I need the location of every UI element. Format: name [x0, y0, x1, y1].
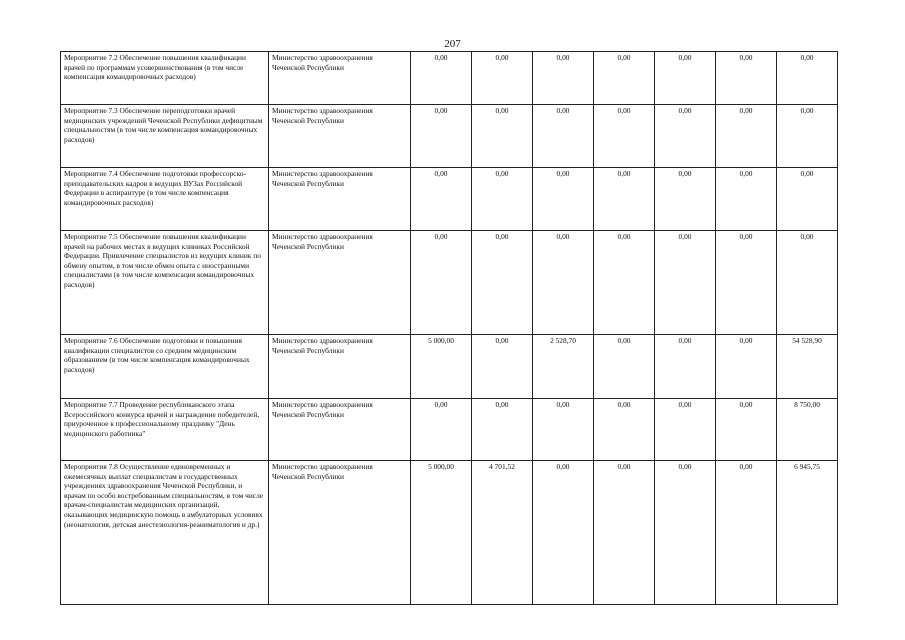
value-cell: 0,00	[594, 231, 655, 335]
executor-cell: Министерство здравоохранения Чеченской Республики	[269, 52, 411, 105]
table-row	[61, 105, 838, 168]
value-cell: 0,00	[655, 335, 716, 399]
value-cell: 0,00	[533, 105, 594, 168]
table-row	[61, 231, 838, 335]
activity-cell: Мероприятие 7.5 Обеспечение повышения квалификации врачей на рабочих местах в ведущих клиниках Российской Федерации. Привлечение специалистов из ведущих клиник по обмену опытом, в том числе обмен опыта с иностранными специалистами (в том числе компенсация командировочных расходов)	[61, 231, 269, 335]
value-cell: 0,00	[411, 399, 472, 461]
activity-cell: Мероприятие 7.6 Обеспечение подготовки и повышения квалификации специалистов со средним медицинским образованием (в том числе компенсация командировочных расходов)	[61, 335, 269, 399]
value-cell: 0,00	[472, 52, 533, 105]
value-cell: 0,00	[533, 399, 594, 461]
table-row	[61, 399, 838, 461]
value-cell: 0,00	[777, 52, 838, 105]
value-cell: 0,00	[655, 231, 716, 335]
value-cell: 0,00	[533, 461, 594, 605]
value-cell: 0,00	[472, 231, 533, 335]
value-cell: 0,00	[716, 168, 777, 231]
value-cell: 5 000,00	[411, 461, 472, 605]
value-cell: 0,00	[716, 105, 777, 168]
page-number: 207	[444, 38, 461, 50]
value-cell: 6 945,75	[777, 461, 838, 605]
value-cell: 0,00	[594, 335, 655, 399]
executor-cell: Министерство здравоохранения Чеченской Республики	[269, 335, 411, 399]
value-cell: 4 701,52	[472, 461, 533, 605]
value-cell: 0,00	[655, 461, 716, 605]
executor-cell: Министерство здравоохранения Чеченской Республики	[269, 168, 411, 231]
value-cell: 2 528,70	[533, 335, 594, 399]
value-cell: 0,00	[655, 168, 716, 231]
activity-cell: Мероприятие 7.2 Обеспечение повышения квалификации врачей по программам усовершенствования (в том числе компенсация командировочных расходов)	[61, 52, 269, 105]
value-cell: 0,00	[716, 461, 777, 605]
value-cell: 0,00	[472, 335, 533, 399]
value-cell: 5 000,00	[411, 335, 472, 399]
value-cell: 54 528,90	[777, 335, 838, 399]
table-row	[61, 461, 838, 605]
value-cell: 0,00	[472, 105, 533, 168]
value-cell: 0,00	[594, 168, 655, 231]
value-cell: 8 750,00	[777, 399, 838, 461]
value-cell: 0,00	[533, 52, 594, 105]
value-cell: 0,00	[655, 399, 716, 461]
value-cell: 0,00	[777, 231, 838, 335]
budget-table	[60, 51, 838, 605]
value-cell: 0,00	[777, 105, 838, 168]
executor-cell: Министерство здравоохранения Чеченской Республики	[269, 105, 411, 168]
value-cell: 0,00	[594, 461, 655, 605]
value-cell: 0,00	[533, 168, 594, 231]
activity-cell: Мероприятия 7.8 Осуществление единовременных и ежемесячных выплат специалистам в государственных учреждениях здравоохранения Чеченской Республики, и врачам по особо востребованным специальностям, в том числе врачам-специалистам медицинских организаций, оказывающих медицинскую помощь в амбулаторных условиях (неонатология, детская анестезиология-реаниматология и др.)	[61, 461, 269, 605]
table-row	[61, 335, 838, 399]
value-cell: 0,00	[716, 231, 777, 335]
value-cell: 0,00	[594, 105, 655, 168]
executor-cell: Министерство здравоохранения Чеченской Республики	[269, 461, 411, 605]
activity-cell: Мероприятие 7.4 Обеспечение подготовки профессорско-преподавательских кадров в ведущих ВУЗах Российской Федерации в аспирантуре (в том числе компенсация командировочных расходов)	[61, 168, 269, 231]
table-row	[61, 52, 838, 105]
value-cell: 0,00	[411, 105, 472, 168]
value-cell: 0,00	[472, 399, 533, 461]
value-cell: 0,00	[655, 105, 716, 168]
executor-cell: Министерство здравоохранения Чеченской Республики	[269, 399, 411, 461]
value-cell: 0,00	[533, 231, 594, 335]
value-cell: 0,00	[594, 399, 655, 461]
activity-cell: Мероприятие 7.7 Проведение республиканского этапа Всероссийского конкурса врачей и награждение победителей, приуроченное к профессиональному празднику "День медицинского работника"	[61, 399, 269, 461]
value-cell: 0,00	[594, 52, 655, 105]
value-cell: 0,00	[716, 52, 777, 105]
value-cell: 0,00	[716, 399, 777, 461]
budget-table-body	[61, 52, 838, 605]
value-cell: 0,00	[411, 231, 472, 335]
table-row	[61, 168, 838, 231]
value-cell: 0,00	[777, 168, 838, 231]
activity-cell: Мероприятие 7.3 Обеспечение переподготовки врачей медицинских учреждений Чеченской Республики дефицитным специальностям (в том числе компенсация командировочных расходов)	[61, 105, 269, 168]
value-cell: 0,00	[716, 335, 777, 399]
value-cell: 0,00	[411, 168, 472, 231]
value-cell: 0,00	[472, 168, 533, 231]
value-cell: 0,00	[655, 52, 716, 105]
executor-cell: Министерство здравоохранения Чеченской Республики	[269, 231, 411, 335]
value-cell: 0,00	[411, 52, 472, 105]
